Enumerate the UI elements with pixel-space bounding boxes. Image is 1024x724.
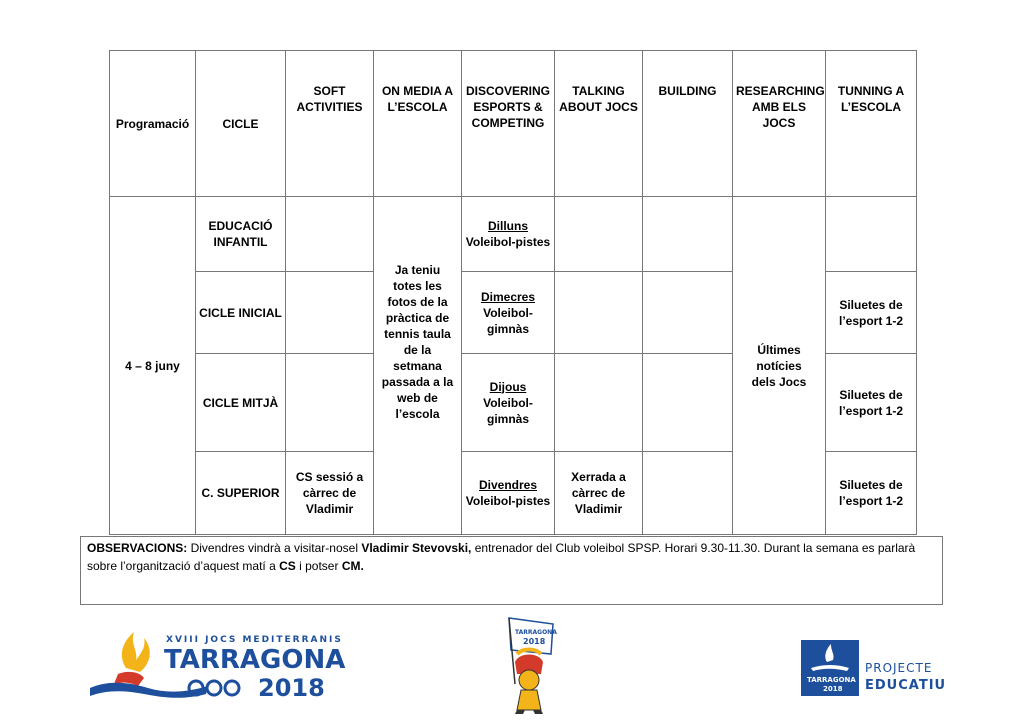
observations-label: OBSERVACIONS: <box>87 541 188 555</box>
header-building: BUILDING <box>643 51 733 197</box>
projecte-educatiu-logo <box>801 638 961 698</box>
soft-mitja <box>286 354 374 452</box>
header-researching: RESEARCHING AMB ELS JOCS <box>733 51 826 197</box>
building-infantil <box>643 197 733 272</box>
cycle-inicial: CICLE INICIAL <box>196 272 286 354</box>
observations-box: OBSERVACIONS: Divendres vindrà a visitar-nosel Vladimir Stevovski, entrenador del Club voleibol SPSP. Horari 9.30-11.30. Durant la semana es parlarà sobre l’organització d’aquest matí a CS i potser CM. <box>80 536 943 605</box>
svg-text:PROJECTE: PROJECTE <box>865 661 933 675</box>
svg-text:2018: 2018 <box>823 685 843 693</box>
svg-text:2018: 2018 <box>523 637 546 646</box>
header-talking: TALKING ABOUT JOCS <box>555 51 643 197</box>
flame-icon <box>122 632 150 672</box>
header-cicle: CICLE <box>196 51 286 197</box>
tunning-mitja: Siluetes de l’esport 1-2 <box>826 354 917 452</box>
svg-text:2018: 2018 <box>258 674 325 702</box>
period-cell: 4 – 8 juny <box>110 197 196 535</box>
building-superior <box>643 452 733 535</box>
building-mitja <box>643 354 733 452</box>
svg-text:XVIII JOCS MEDITERRANIS: XVIII JOCS MEDITERRANIS <box>166 635 343 645</box>
mascot-illustration <box>495 614 565 714</box>
svg-text:TARRAGONA: TARRAGONA <box>164 645 346 675</box>
research-cell: Últimes notícies dels Jocs <box>733 197 826 535</box>
discovering-divendres: Divendres Voleibol-pistes <box>462 452 555 535</box>
talking-inicial <box>555 272 643 354</box>
soft-superior: CS sessió a càrrec de Vladimir <box>286 452 374 535</box>
schedule-table <box>109 50 917 535</box>
tunning-inicial: Siluetes de l’esport 1-2 <box>826 272 917 354</box>
discovering-dimecres: Dimecres Voleibol-gimnàs <box>462 272 555 354</box>
discovering-dilluns: Dilluns Voleibol-pistes <box>462 197 555 272</box>
tunning-infantil <box>826 197 917 272</box>
soft-infantil <box>286 197 374 272</box>
cycle-superior: C. SUPERIOR <box>196 452 286 535</box>
cycle-mitja: CICLE MITJÀ <box>196 354 286 452</box>
header-soft-activities: SOFT ACTIVITIES <box>286 51 374 197</box>
soft-inicial <box>286 272 374 354</box>
talking-superior: Xerrada a càrrec de Vladimir <box>555 452 643 535</box>
svg-text:EDUCATIU: EDUCATIU <box>865 678 947 693</box>
talking-infantil <box>555 197 643 272</box>
talking-mitja <box>555 354 643 452</box>
tunning-superior: Siluetes de l’esport 1-2 <box>826 452 917 535</box>
header-on-media: ON MEDIA A L’ESCOLA <box>374 51 462 197</box>
header-tunning: TUNNING A L’ESCOLA <box>826 51 917 197</box>
tarragona-2018-logo <box>88 628 373 704</box>
svg-text:TARRAGONA: TARRAGONA <box>807 676 856 684</box>
svg-text:TARRAGONA: TARRAGONA <box>515 629 557 636</box>
building-inicial <box>643 272 733 354</box>
cycle-infantil: EDUCACIÓ INFANTIL <box>196 197 286 272</box>
discovering-dijous: Dijous Voleibol-gimnàs <box>462 354 555 452</box>
media-cell: Ja teniu totes les fotos de la pràctica de tennis taula de la setmana passada a la web de l’escola <box>374 197 462 535</box>
header-programacio: Programació <box>110 51 196 197</box>
header-discovering: DISCOVERING ESPORTS & COMPETING <box>462 51 555 197</box>
